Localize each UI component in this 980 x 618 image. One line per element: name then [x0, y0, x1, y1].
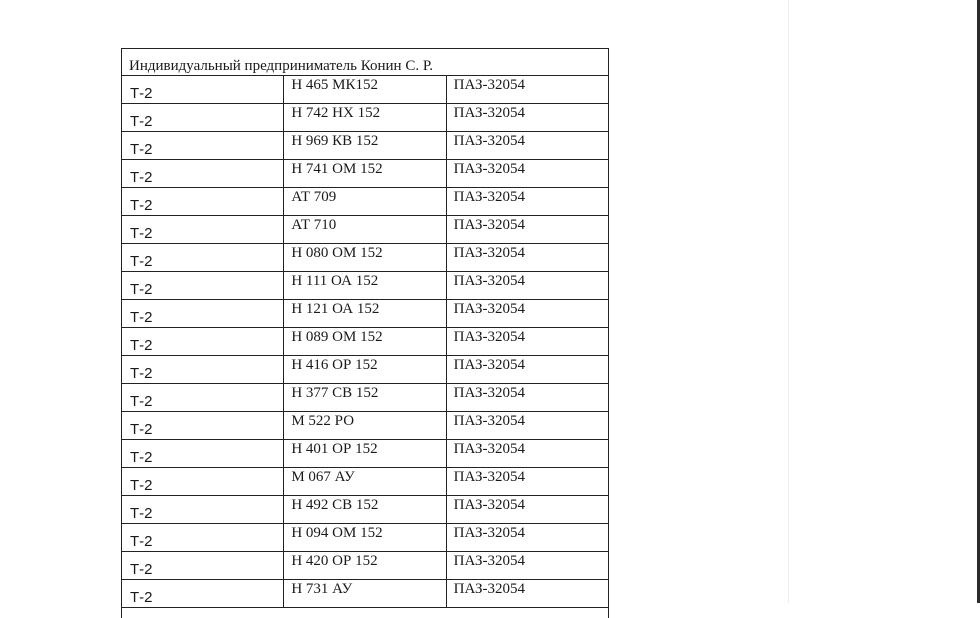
plate-number-cell: Н 420 ОР 152 — [284, 552, 446, 580]
vehicle-type-cell: Т-2 — [122, 104, 284, 132]
plate-number-cell: Н 377 СВ 152 — [284, 384, 446, 412]
plate-number-cell: АТ 709 — [284, 188, 446, 216]
vehicle-type-cell: Т-2 — [122, 356, 284, 384]
vehicle-type-cell: Т-2 — [122, 496, 284, 524]
vehicle-type-cell: Т-2 — [122, 244, 284, 272]
bus-model-cell: ПАЗ-32054 — [446, 552, 608, 580]
vehicle-type-cell: Т-2 — [122, 188, 284, 216]
bus-model-cell: ПАЗ-32054 — [446, 132, 608, 160]
vehicle-type-cell: Т-2 — [122, 328, 284, 356]
plate-number-cell: Н 111 ОА 152 — [284, 272, 446, 300]
vehicle-type-cell: Т-2 — [122, 580, 284, 608]
plate-number-cell: Н 741 ОМ 152 — [284, 160, 446, 188]
table-row — [122, 580, 609, 608]
bus-model-cell: ПАЗ-32054 — [446, 76, 608, 104]
plate-number-cell: М 067 АУ — [284, 468, 446, 496]
owner-header: Индивидуальный предприниматель Конин С. Р. — [122, 49, 609, 76]
vehicle-type-cell: Т-2 — [122, 384, 284, 412]
table-row — [122, 440, 609, 468]
bus-model-cell: ПАЗ-32054 — [446, 104, 608, 132]
bus-model-cell: ПАЗ-32054 — [446, 160, 608, 188]
page-fold-line — [788, 0, 789, 603]
vehicle-type-cell: Т-2 — [122, 468, 284, 496]
table-row — [122, 76, 609, 104]
vehicle-type-cell: Т-2 — [122, 132, 284, 160]
bus-model-cell: ПАЗ-32054 — [446, 356, 608, 384]
bus-model-cell: ПАЗ-32054 — [446, 468, 608, 496]
table-row — [122, 412, 609, 440]
bus-model-cell: ПАЗ-32054 — [446, 244, 608, 272]
table-row — [122, 104, 609, 132]
plate-number-cell: Н 969 КВ 152 — [284, 132, 446, 160]
table-row — [122, 384, 609, 412]
table-row — [122, 300, 609, 328]
vehicle-type-cell: Т-2 — [122, 76, 284, 104]
table-row — [122, 328, 609, 356]
bus-model-cell: ПАЗ-32054 — [446, 524, 608, 552]
table-row — [122, 244, 609, 272]
bus-model-cell: ПАЗ-32054 — [446, 188, 608, 216]
table-row — [122, 496, 609, 524]
table-row — [122, 132, 609, 160]
table-row — [122, 216, 609, 244]
vehicle-type-cell: Т-2 — [122, 272, 284, 300]
bus-model-cell: ПАЗ-32054 — [446, 580, 608, 608]
plate-number-cell: Н 121 ОА 152 — [284, 300, 446, 328]
plate-number-cell: Н 492 СВ 152 — [284, 496, 446, 524]
plate-number-cell: М 522 РО — [284, 412, 446, 440]
plate-number-cell: Н 731 АУ — [284, 580, 446, 608]
bus-model-cell: ПАЗ-32054 — [446, 272, 608, 300]
plate-number-cell: Н 089 ОМ 152 — [284, 328, 446, 356]
plate-number-cell: Н 742 НХ 152 — [284, 104, 446, 132]
table-row — [122, 188, 609, 216]
vehicle-type-cell: Т-2 — [122, 552, 284, 580]
plate-number-cell: АТ 710 — [284, 216, 446, 244]
vehicle-type-cell: Т-2 — [122, 160, 284, 188]
table-row — [122, 160, 609, 188]
table-row — [122, 524, 609, 552]
bus-model-cell: ПАЗ-32054 — [446, 216, 608, 244]
table-row — [122, 356, 609, 384]
vehicle-type-cell: Т-2 — [122, 440, 284, 468]
bus-model-cell: ПАЗ-32054 — [446, 440, 608, 468]
vehicle-table-body — [122, 49, 609, 618]
plate-number-cell: Н 416 ОР 152 — [284, 356, 446, 384]
bus-model-cell: ПАЗ-32054 — [446, 384, 608, 412]
table-row — [122, 552, 609, 580]
vehicle-type-cell: Т-2 — [122, 412, 284, 440]
bus-model-cell: ПАЗ-32054 — [446, 496, 608, 524]
table-header-row — [122, 49, 609, 76]
bus-model-cell: ПАЗ-32054 — [446, 412, 608, 440]
plate-number-cell: Н 080 ОМ 152 — [284, 244, 446, 272]
bus-model-cell: ПАЗ-32054 — [446, 300, 608, 328]
vehicle-table — [121, 48, 609, 618]
bus-model-cell: ПАЗ-32054 — [446, 328, 608, 356]
table-row-partial — [122, 608, 609, 618]
vehicle-type-cell: Т-2 — [122, 524, 284, 552]
plate-number-cell: Н 401 ОР 152 — [284, 440, 446, 468]
vehicle-type-cell: Т-2 — [122, 216, 284, 244]
plate-number-cell: Н 094 ОМ 152 — [284, 524, 446, 552]
partial-cell — [122, 608, 609, 618]
table-row — [122, 468, 609, 496]
plate-number-cell: Н 465 МК152 — [284, 76, 446, 104]
table-row — [122, 272, 609, 300]
vehicle-type-cell: Т-2 — [122, 300, 284, 328]
